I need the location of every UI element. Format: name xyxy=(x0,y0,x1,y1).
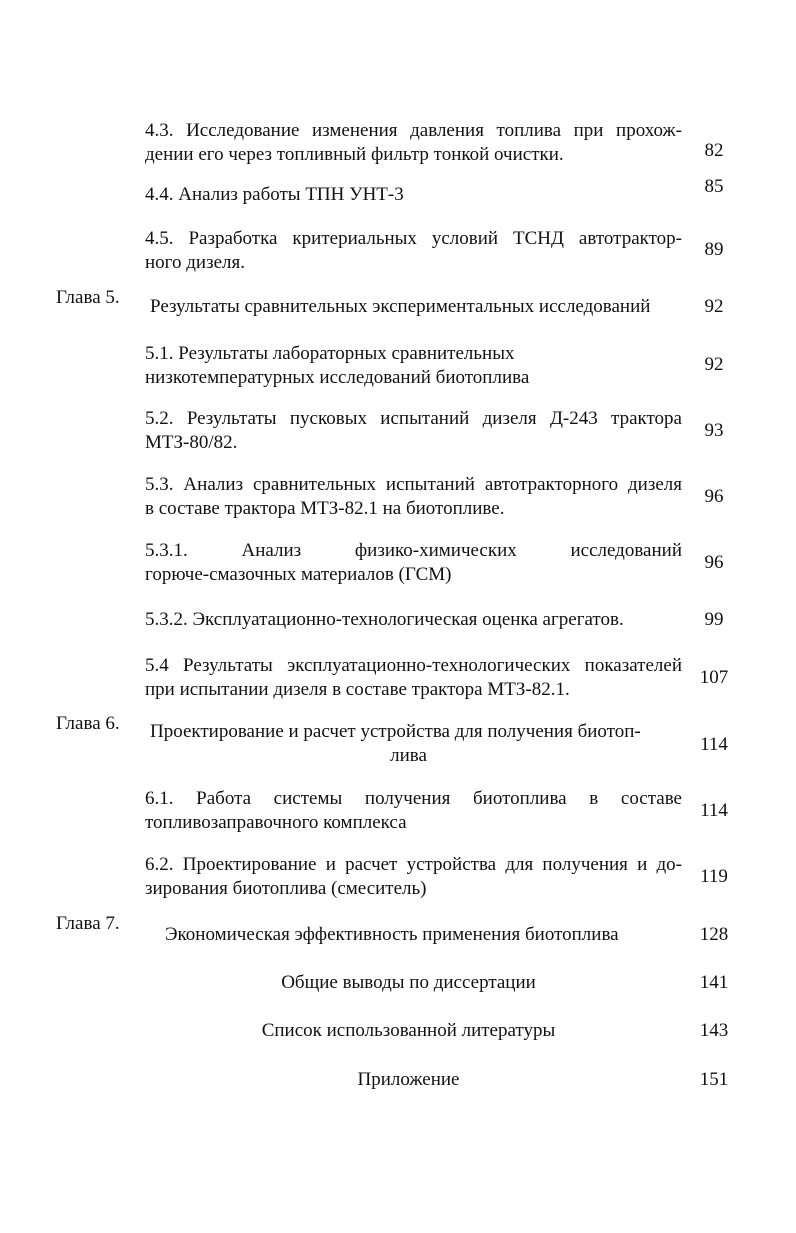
toc-page-number: 119 xyxy=(700,866,728,887)
toc-page-number: 89 xyxy=(704,239,724,260)
toc-entry-title: Общие выводы по диссертации xyxy=(281,972,536,993)
toc-entry-title: Приложение xyxy=(357,1069,460,1090)
toc-entry-title: 5.4 Результаты эксплуатационно-технологических показателей xyxy=(145,655,682,676)
chapter-title-cont: лива xyxy=(390,745,427,766)
chapter-label: Глава 7. xyxy=(56,913,120,934)
toc-page-number: 92 xyxy=(704,354,724,375)
toc-page-number: 93 xyxy=(704,420,724,441)
toc-entry-title: 4.5. Разработка критериальных условий ТСНД автотрактор- xyxy=(145,228,682,249)
toc-entry-title: 5.3.1. Анализ физико-химических исследований xyxy=(145,540,682,561)
toc-entry-title: 4.3. Исследование изменения давления топлива при прохож- xyxy=(145,120,682,141)
toc-entry-title-cont: дении его через топливный фильтр тонкой очистки. xyxy=(145,144,564,165)
toc-page-number: 92 xyxy=(704,296,724,317)
toc-entry-title-cont: горюче-смазочных материалов (ГСМ) xyxy=(145,564,452,585)
toc-page-number: 99 xyxy=(704,609,724,630)
toc-page-number: 128 xyxy=(699,924,729,945)
toc-page-number: 96 xyxy=(704,486,724,507)
toc-entry-title: 4.4. Анализ работы ТПН УНТ-3 xyxy=(145,184,404,205)
toc-entry-title-cont: ного дизеля. xyxy=(145,252,245,273)
chapter-label: Глава 5. xyxy=(56,287,120,308)
toc-page-number: 82 xyxy=(704,140,724,161)
toc-entry-title-cont: низкотемпературных исследований биотоплива xyxy=(145,367,530,388)
toc-entry-title: 5.1. Результаты лабораторных сравнительных xyxy=(145,343,515,364)
toc-entry-title: 6.2. Проектирование и расчет устройства для получения и до- xyxy=(145,854,682,875)
toc-page-number: 85 xyxy=(704,176,724,197)
toc-page-number: 143 xyxy=(699,1020,729,1041)
toc-entry-title: 5.3.2. Эксплуатационно-технологическая оценка агрегатов. xyxy=(145,609,624,630)
toc-entry-title-cont: при испытании дизеля в составе трактора МТЗ-82.1. xyxy=(145,679,570,700)
toc-entry-title: 6.1. Работа системы получения биотоплива в составе xyxy=(145,788,682,809)
chapter-title: Экономическая эффективность применения биотоплива xyxy=(165,924,619,945)
toc-page-number: 141 xyxy=(699,972,729,993)
chapter-label: Глава 6. xyxy=(56,713,120,734)
toc-page-number: 114 xyxy=(700,734,728,755)
chapter-title: Результаты сравнительных экспериментальных исследований xyxy=(150,296,651,317)
toc-page-number: 151 xyxy=(699,1069,729,1090)
toc-entry-title-cont: в составе трактора МТЗ-82.1 на биотопливе. xyxy=(145,498,505,519)
toc-entry-title-cont: топливозаправочного комплекса xyxy=(145,812,407,833)
toc-entry-title-cont: зирования биотоплива (смеситель) xyxy=(145,878,427,899)
toc-entry-title: 5.3. Анализ сравнительных испытаний автотракторного дизеля xyxy=(145,474,682,495)
toc-entry-title-cont: МТЗ-80/82. xyxy=(145,432,238,453)
toc-entry-title: 5.2. Результаты пусковых испытаний дизеля Д-243 трактора xyxy=(145,408,682,429)
chapter-title: Проектирование и расчет устройства для получения биотоп- xyxy=(150,721,641,742)
toc-page-number: 107 xyxy=(699,667,729,688)
toc-entry-title: Список использованной литературы xyxy=(261,1020,556,1041)
toc-page-number: 96 xyxy=(704,552,724,573)
toc-page-number: 114 xyxy=(700,800,728,821)
